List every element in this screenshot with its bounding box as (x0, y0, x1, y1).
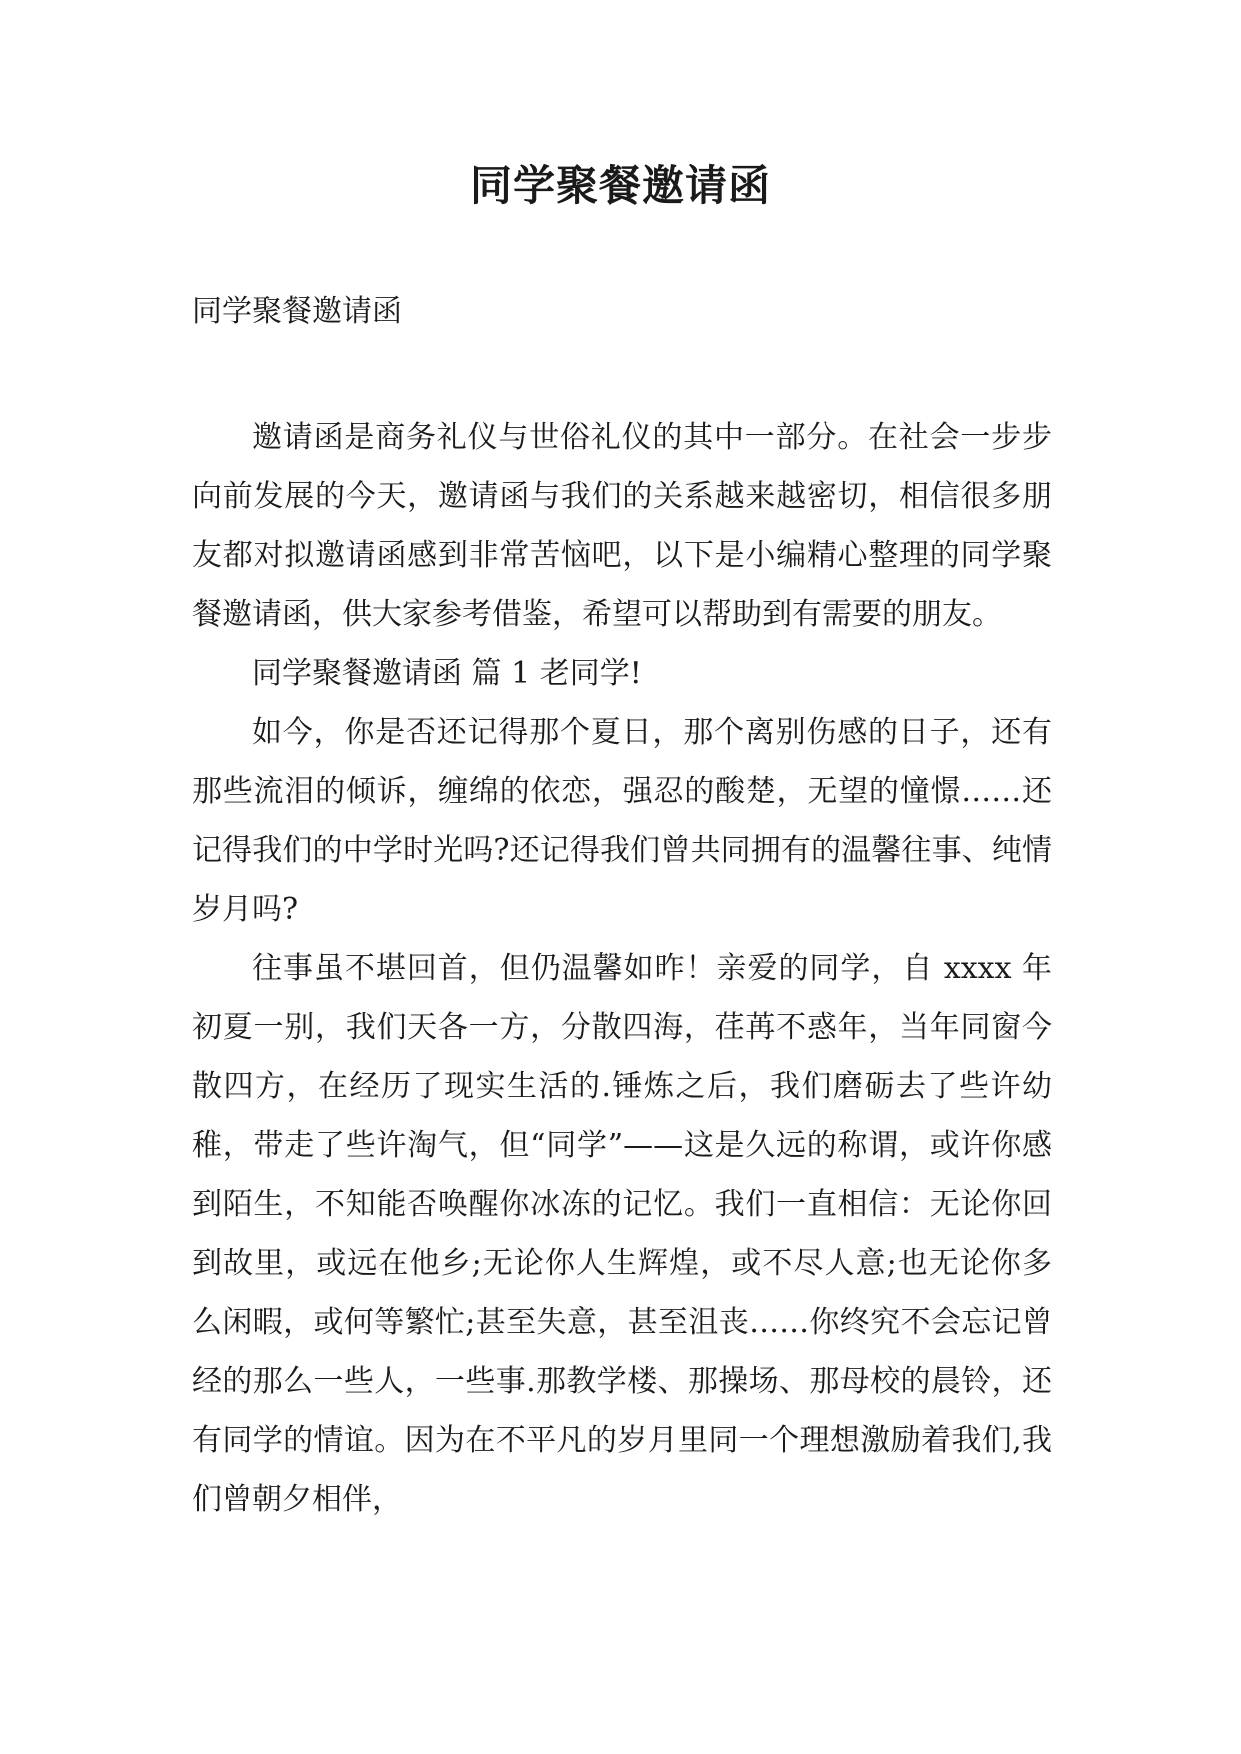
document-body (192, 408, 1052, 1529)
document-title: 同学聚餐邀请函 (469, 161, 771, 210)
document-subtitle: 同学聚餐邀请函 (192, 294, 402, 329)
section-heading-paragraph: 同学聚餐邀请函 篇 1 老同学! (252, 656, 642, 691)
reminiscence-paragraph: 往事虽不堪回首，但仍温馨如昨！亲爱的同学，自 xxxx 年初夏一别，我们天各一方，分散四海，荏苒不惑年，当年同窗今散四方，在经历了现实生活的.锤炼之后，我们磨砺去了些许幼稚，带走了些许淘气，但“同学”——这是久远的称谓，或许你感到陌生，不知能否唤醒你冰冻的记忆。我们一直相信：无论你回到故里，或远在他乡;无论你人生辉煌，或不尽人意;也无论你多么闲暇，或何等繁忙;甚至失意，甚至沮丧……你终究不会忘记曾经的那么一些人，一些事.那教学楼、那操场、那母校的晨铃，还有同学的情谊。因为在不平凡的岁月里同一个理想激励着我们,我们曾朝夕相伴， (192, 951, 1052, 1517)
intro-paragraph: 邀请函是商务礼仪与世俗礼仪的其中一部分。在社会一步步向前发展的今天，邀请函与我们的关系越来越密切，相信很多朋友都对拟邀请函感到非常苦恼吧，以下是小编精心整理的同学聚餐邀请函，供大家参考借鉴，希望可以帮助到有需要的朋友。 (192, 420, 1052, 632)
memory-paragraph: 如今，你是否还记得那个夏日，那个离别伤感的日子，还有那些流泪的倾诉，缠绵的依恋，强忍的酸楚，无望的憧憬……还记得我们的中学时光吗?还记得我们曾共同拥有的温馨往事、纯情岁月吗? (192, 715, 1052, 927)
